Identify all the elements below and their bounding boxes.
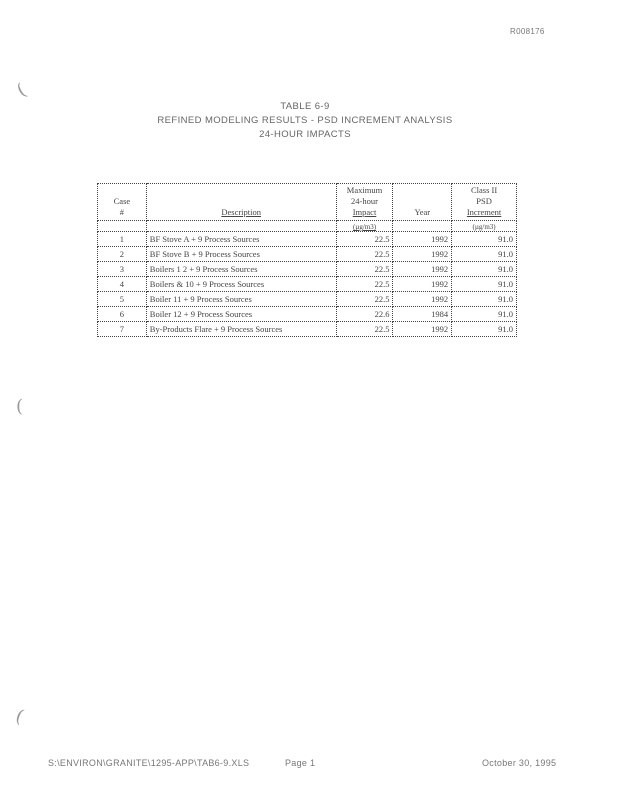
cell-max-impact: 22.5: [336, 262, 393, 277]
units-max-impact: (µg/m3): [336, 221, 393, 232]
header-description: Description: [146, 184, 336, 221]
cell-description: BF Stove B + 9 Process Sources: [146, 247, 336, 262]
cell-psd: 91.0: [452, 307, 517, 322]
cell-description: BF Stove A + 9 Process Sources: [146, 232, 336, 247]
cell-case: 6: [98, 307, 147, 322]
table-row: [98, 322, 517, 337]
cell-year: 1984: [393, 307, 452, 322]
table-title-block: [140, 100, 470, 142]
cell-psd: 91.0: [452, 232, 517, 247]
cell-psd: 91.0: [452, 277, 517, 292]
cell-case: 3: [98, 262, 147, 277]
cell-case: 1: [98, 232, 147, 247]
cell-year: 1992: [393, 247, 452, 262]
units-row: [98, 221, 517, 232]
scan-mark: (: [12, 705, 27, 728]
header-psd: Class II PSD Increment: [452, 184, 517, 221]
table-row: [98, 232, 517, 247]
table-row: [98, 277, 517, 292]
header-max-impact: Maximum 24-hour Impact: [336, 184, 393, 221]
document-id: R008176: [510, 27, 545, 36]
cell-max-impact: 22.6: [336, 307, 393, 322]
table-number: TABLE 6-9: [280, 101, 330, 112]
cell-case: 5: [98, 292, 147, 307]
cell-max-impact: 22.5: [336, 292, 393, 307]
cell-psd: 91.0: [452, 292, 517, 307]
table-row: [98, 247, 517, 262]
cell-description: Boilers & 10 + 9 Process Sources: [146, 277, 336, 292]
table-row: [98, 307, 517, 322]
cell-year: 1992: [393, 262, 452, 277]
cell-description: Boilers 1 2 + 9 Process Sources: [146, 262, 336, 277]
cell-case: 4: [98, 277, 147, 292]
cell-max-impact: 22.5: [336, 277, 393, 292]
scan-mark: (: [13, 79, 30, 102]
table-body: [98, 232, 517, 337]
cell-description: Boiler 12 + 9 Process Sources: [146, 307, 336, 322]
footer-page: Page 1: [285, 758, 316, 768]
cell-psd: 91.0: [452, 262, 517, 277]
cell-max-impact: 22.5: [336, 232, 393, 247]
cell-year: 1992: [393, 232, 452, 247]
header-row: [98, 184, 517, 221]
header-year: Year: [393, 184, 452, 221]
table-subtitle: 24-HOUR IMPACTS: [259, 129, 351, 140]
scan-mark: (: [16, 396, 24, 417]
cell-case: 2: [98, 247, 147, 262]
footer-file-path: S:\ENVIRON\GRANITE\1295-APP\TAB6-9.XLS: [48, 758, 250, 768]
cell-max-impact: 22.5: [336, 322, 393, 337]
cell-max-impact: 22.5: [336, 247, 393, 262]
table-title: REFINED MODELING RESULTS - PSD INCREMENT ANALYSIS: [157, 115, 453, 126]
cell-description: By-Products Flare + 9 Process Sources: [146, 322, 336, 337]
cell-description: Boiler 11 + 9 Process Sources: [146, 292, 336, 307]
cell-case: 7: [98, 322, 147, 337]
cell-year: 1992: [393, 292, 452, 307]
cell-psd: 91.0: [452, 322, 517, 337]
header-case: Case #: [98, 184, 147, 221]
cell-year: 1992: [393, 322, 452, 337]
cell-psd: 91.0: [452, 247, 517, 262]
units-psd: (µg/m3): [452, 221, 517, 232]
results-table: [97, 183, 517, 337]
cell-year: 1992: [393, 277, 452, 292]
footer-date: October 30, 1995: [482, 758, 557, 768]
table-row: [98, 292, 517, 307]
table-row: [98, 262, 517, 277]
